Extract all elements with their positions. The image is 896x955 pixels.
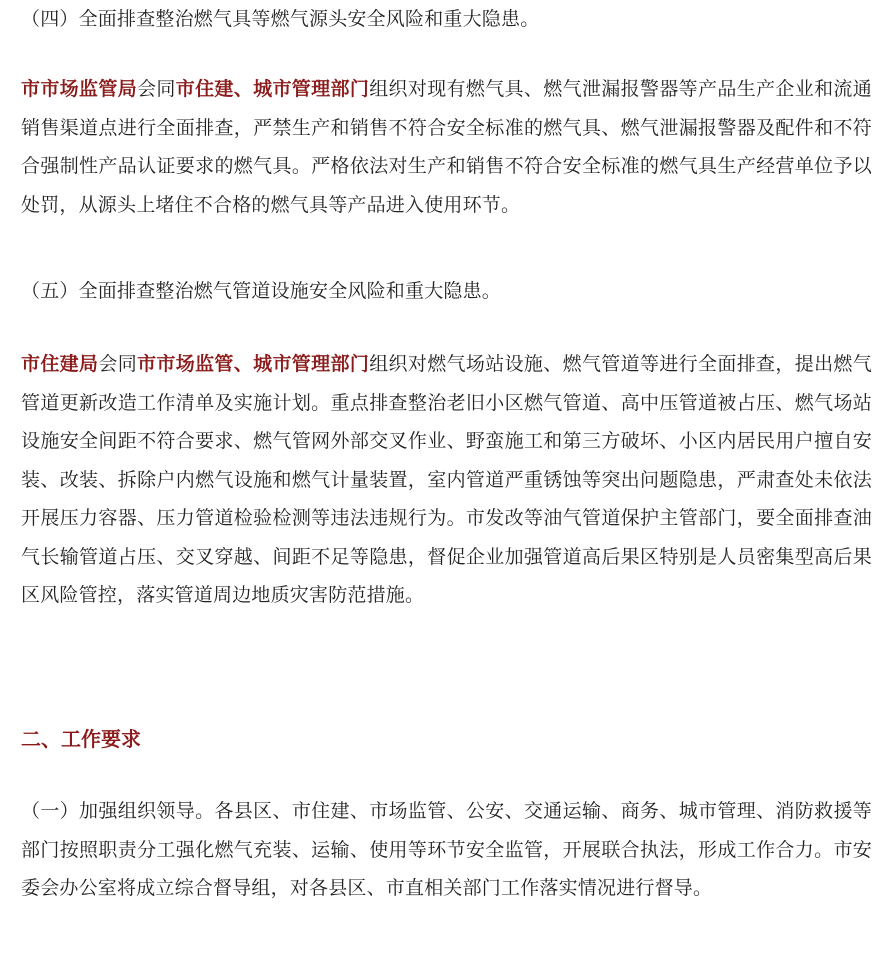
cooperating-departments: 市住建、城市管理部门	[175, 78, 370, 100]
lead-department: 市市场监管局	[21, 78, 138, 100]
paragraph-body: 组织对燃气场站设施、燃气管道等进行全面排查，提出燃气管道更新改造工作清单及实施计划。重点排查整治老旧小区燃气管道、高中压管道被占压、燃气场站设施安全间距不符合要求、燃气管网外部交叉作业、野蛮施工和第三方破坏、小区内居民用户擅自安装、改装、拆除户内燃气设施和燃气计量装置，室内管道严重锈蚀等突出问题隐患，严肃查处未依法开展压力容器、压力管道检验检测等违法违规行为。市发改等油气管道保护主管部门，要全面排查油气长输管道占压、交叉穿越、间距不足等隐患，督促企业加强管道高后果区特别是人员密集型高后果区风险管控，落实管道周边地质灾害防范措施。	[21, 353, 872, 606]
paragraph-body: 组织对现有燃气具、燃气泄漏报警器等产品生产企业和流通销售渠道点进行全面排查，严禁生产和销售不符合安全标准的燃气具、燃气泄漏报警器及配件和不符合强制性产品认证要求的燃气具。严格依法对生产和销售不符合安全标准的燃气具生产经营单位予以处罚，从源头上堵住不合格的燃气具等产品进入使用环节。	[21, 78, 872, 216]
item-4-title-text: （四）全面排查整治燃气具等燃气源头安全风险和重大隐患。	[21, 8, 540, 30]
item-5-title	[21, 272, 872, 311]
section-heading: 二、工作要求	[21, 727, 141, 751]
item-5-title-text: （五）全面排查整治燃气管道设施安全风险和重大隐患。	[21, 280, 502, 302]
item-5-paragraph	[21, 345, 872, 615]
connector-text: 会同	[98, 353, 138, 375]
item-4-title	[21, 0, 872, 39]
requirement-1-paragraph	[21, 792, 872, 908]
cooperating-departments: 市市场监管、城市管理部门	[137, 353, 370, 375]
lead-department: 市住建局	[21, 353, 99, 375]
connector-text: 会同	[137, 78, 176, 100]
item-4-paragraph	[21, 70, 872, 224]
requirement-1-text: （一）加强组织领导。各县区、市住建、市场监管、公安、交通运输、商务、城市管理、消防救援等部门按照职责分工强化燃气充装、运输、使用等环节安全监管，开展联合执法，形成工作合力。市安委会办公室将成立综合督导组，对各县区、市直相关部门工作落实情况进行督导。	[21, 800, 872, 899]
